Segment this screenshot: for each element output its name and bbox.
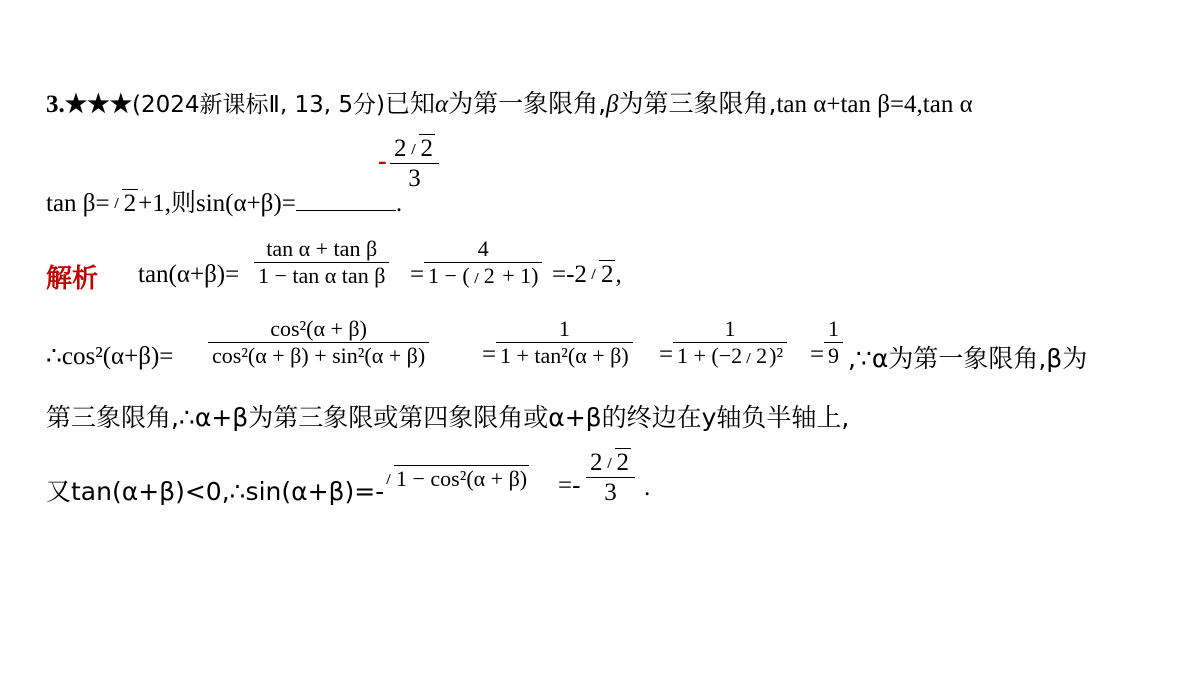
stem-beta: β <box>606 91 619 118</box>
sol4-den: 3 <box>604 479 617 506</box>
sol2-eq1: = <box>482 341 497 368</box>
sol1-lhs: tan(α+β)= <box>138 261 240 288</box>
stem-1: 已知 <box>384 89 435 118</box>
sol1-result <box>552 261 622 289</box>
problem-line-2 <box>46 183 402 219</box>
sol4-coef: 2 <box>590 449 603 476</box>
condition-1: tan α+tan β=4,tan α <box>776 91 973 118</box>
line2-radicand: 2 <box>123 190 137 217</box>
sol1-result-rad: 2 <box>600 261 614 288</box>
solution-label: 解析 <box>46 264 99 294</box>
sol4-root <box>382 466 529 492</box>
sol2-frac4 <box>824 318 843 367</box>
sol1-eq: = <box>410 261 425 288</box>
sol4-tail: . <box>644 474 651 501</box>
sol2-frac4-den: 9 <box>828 343 839 368</box>
sol2-frac3-num: 1 <box>724 316 736 341</box>
problem-number: 3. <box>46 91 65 118</box>
sol3-line: 第三象限角,∴α+β为第三象限或第四象限角或α+β的终边在y轴负半轴上, <box>46 403 850 432</box>
sol1-frac2-den-rad: 2 <box>483 263 495 288</box>
sol1-result-text: =-2 <box>552 261 587 288</box>
sol4-radicand: 1 − cos²(α + β) <box>396 466 528 491</box>
sol2-frac1-den: cos²(α + β) + sin²(α + β) <box>212 343 426 368</box>
sol2-eq3: = <box>810 341 825 368</box>
sol2-eq2: = <box>659 341 674 368</box>
sol2-frac3-den-a: 1 + (−2 <box>677 343 743 368</box>
problem-source: (2024新课标Ⅱ, 13, 5分) <box>132 92 385 118</box>
sol2-frac2 <box>496 318 633 367</box>
sol2-frac3-den-b: )² <box>769 343 784 368</box>
sol1-frac2 <box>424 238 542 287</box>
problem-line-1 <box>46 84 973 120</box>
sol1-frac2-den-b: + 1) <box>496 263 539 288</box>
sol2-frac3-den-rad: 2 <box>756 343 768 368</box>
sol4-lhs: 又tan(α+β)<0,∴sin(α+β)=- <box>46 477 385 506</box>
sol1-frac2-num: 4 <box>477 236 489 261</box>
sol4-num-rad: 2 <box>616 449 629 476</box>
answer-blank <box>296 190 396 211</box>
sol1-frac1-num: tan α + tan β <box>266 236 378 261</box>
sol4-frac <box>586 450 635 505</box>
sol2-frac1-num: cos²(α + β) <box>270 316 367 341</box>
sol2-frac2-den: 1 + tan²(α + β) <box>500 343 629 368</box>
line2-end: . <box>395 190 403 217</box>
sol1-frac1 <box>254 238 389 287</box>
sol2-frac4-num: 1 <box>828 316 839 341</box>
sol1-frac1-den: 1 − tan α tan β <box>258 263 386 288</box>
sol2-frac2-num: 1 <box>558 316 570 341</box>
stem-alpha: α <box>434 91 449 118</box>
sol2-frac1 <box>208 318 429 367</box>
sol1-frac2-den-a: 1 − ( <box>428 263 470 288</box>
line2-a: tan β= <box>46 190 110 217</box>
stem-3: 为第三象限角, <box>618 89 777 118</box>
sol2-lhs: ∴cos²(α+β)= <box>46 343 174 370</box>
answer-sign: - <box>378 146 387 175</box>
sol2-tail: ,∵α为第一象限角,β为 <box>848 344 1088 373</box>
stem-2: 为第一象限角, <box>448 89 607 118</box>
sol4-eq: =- <box>558 472 581 499</box>
difficulty-stars: ★★★ <box>64 91 132 118</box>
line2-b: +1,则sin(α+β)= <box>138 190 296 217</box>
answer-denominator: 3 <box>408 165 421 192</box>
answer-radicand: 2 <box>420 135 433 162</box>
sol2-frac3 <box>673 318 787 367</box>
sol1-tail: , <box>615 261 622 288</box>
answer-coef: 2 <box>394 135 407 162</box>
